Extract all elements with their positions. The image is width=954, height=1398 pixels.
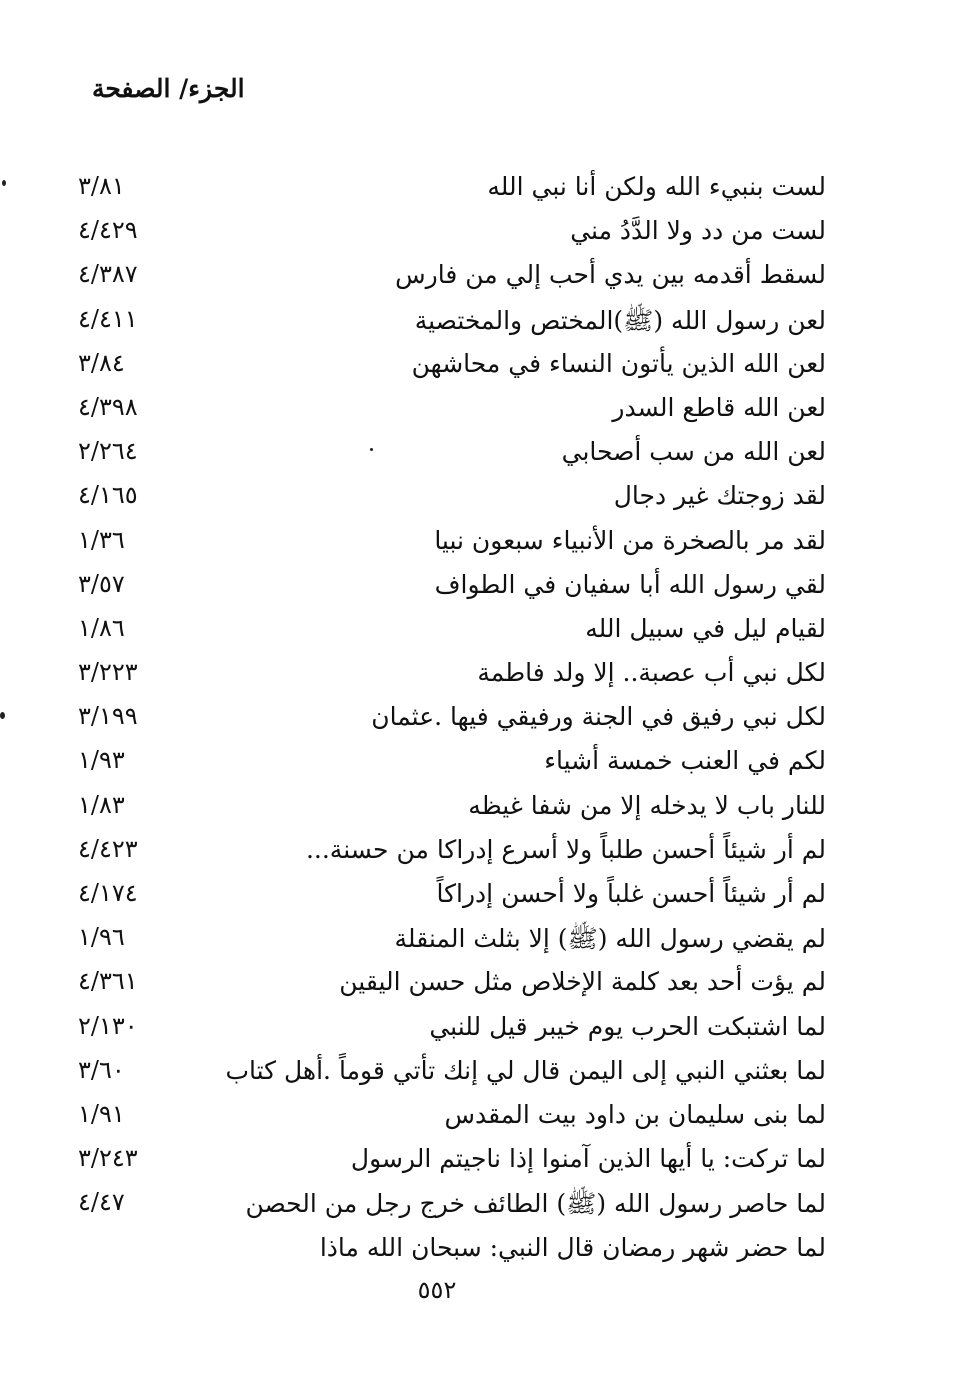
index-entry <box>0 1098 954 1142</box>
volume-page-ref: ٤/٣٩٨ <box>78 392 138 421</box>
index-entry <box>0 1010 954 1054</box>
hadith-text: لقي رسول الله أبا سفيان في الطواف <box>434 569 826 599</box>
volume-page-ref: ٣/٨٤ <box>78 348 125 377</box>
volume-page-ref: ٣/٥٧ <box>78 569 125 598</box>
hadith-text: لست من دد ولا الدَّدُ مني <box>570 216 826 246</box>
volume-page-ref: ٢/٢٦٤ <box>78 437 138 466</box>
index-entry <box>0 568 954 612</box>
index-entry <box>0 744 954 788</box>
hadith-text: لقيام ليل في سبيل الله <box>585 613 826 643</box>
volume-page-ref: ٣/٢٢٣ <box>78 658 138 687</box>
hadith-text: للنار باب لا يدخله إلا من شفا غيظه <box>468 790 826 820</box>
hadith-text: لما حضر شهر رمضان قال النبي: سبحان الله ماذا <box>319 1232 826 1262</box>
hadith-text: لما تركت: يا أيها الذين آمنوا إذا ناجيتم الرسول <box>350 1144 826 1174</box>
volume-page-ref: ١/٩٣ <box>78 746 125 775</box>
index-entry <box>0 479 954 523</box>
index-entry <box>0 258 954 302</box>
page-number: ٥٥٢ <box>417 1276 457 1304</box>
index-entry <box>0 170 954 214</box>
hadith-text: لقد زوجتك غير دجال <box>613 481 826 511</box>
hadith-text: لما بنى سليمان بن داود بيت المقدس <box>444 1099 826 1129</box>
index-entry <box>0 1054 954 1098</box>
index-entry <box>0 391 954 435</box>
volume-page-ref: ٤/١٧٤ <box>78 879 138 907</box>
volume-page-ref: ٤/٣٨٧ <box>78 260 138 289</box>
volume-page-ref: ٤/٤٢٣ <box>78 834 138 863</box>
volume-page-ref: ١/٩٦ <box>78 923 125 952</box>
hadith-text: لست بنبيء الله ولكن أنا نبي الله <box>487 172 826 201</box>
index-entry <box>0 1231 954 1275</box>
hadith-text: لما اشتبكت الحرب يوم خيبر قيل للنبي <box>429 1011 826 1041</box>
volume-page-ref: ٣/١٩٩ <box>78 702 138 731</box>
index-entry <box>0 347 954 391</box>
volume-page-ref: ١/٣٦ <box>78 525 125 554</box>
hadith-text: لكم في العنب خمسة أشياء <box>544 746 826 776</box>
volume-page-ref: ٢/١٣٠ <box>78 1011 138 1040</box>
index-list <box>0 170 954 1275</box>
volume-page-ref: ١/٩١ <box>78 1099 125 1128</box>
volume-page-ref: ٣/٦٠ <box>78 1055 125 1084</box>
hadith-text: لسقط أقدمه بين يدي أحب إلي من فارس <box>395 260 826 290</box>
hadith-text: لكل نبي أب عصبة.. إلا ولد فاطمة <box>477 658 826 688</box>
index-entry <box>0 214 954 258</box>
index-entry <box>0 524 954 568</box>
margin-speck <box>0 712 5 719</box>
index-entry <box>0 435 954 479</box>
margin-speck <box>370 448 373 451</box>
hadith-text: لما حاصر رسول الله (ﷺ) الطائف خرج رجل من الحصن <box>245 1189 826 1219</box>
volume-page-ref: ٤/١٦٥ <box>78 481 138 510</box>
index-entry <box>0 877 954 921</box>
index-entry <box>0 921 954 965</box>
index-entry <box>0 612 954 656</box>
hadith-text: لم أر شيئاً أحسن طلباً ولا أسرع إدراكا من حسنة... <box>305 834 826 864</box>
index-entry <box>0 833 954 877</box>
index-entry <box>0 1142 954 1186</box>
hadith-text: لعن رسول الله (ﷺ)المختص والمختصية <box>414 305 826 335</box>
margin-speck <box>2 180 6 186</box>
volume-page-ref: ٤/٣٦١ <box>78 967 138 996</box>
volume-page-ref: ١/٨٦ <box>78 613 125 642</box>
volume-page-ref: ١/٨٣ <box>78 790 125 819</box>
hadith-text: لعن الله الذين يأتون النساء في محاشهن <box>411 348 826 378</box>
index-entry <box>0 700 954 744</box>
volume-page-ref: ٣/٢٤٣ <box>78 1144 138 1173</box>
hadith-text: لما بعثني النبي إلى اليمن قال لي إنك تأتي قوماً .أهل كتاب <box>225 1055 826 1085</box>
volume-page-ref: ٤/٤١١ <box>78 304 138 333</box>
index-entry <box>0 1186 954 1230</box>
index-entry <box>0 789 954 833</box>
hadith-text: لم يؤت أحد بعد كلمة الإخلاص مثل حسن اليقين <box>339 967 826 997</box>
column-header: الجزء/ الصفحة <box>92 74 245 103</box>
hadith-text: لعن الله من سب أصحابي <box>561 437 826 467</box>
hadith-text: لعن الله قاطع السدر <box>612 392 826 422</box>
index-entry <box>0 965 954 1009</box>
volume-page-ref: ٤/٤٧ <box>78 1188 125 1217</box>
index-entry <box>0 656 954 700</box>
volume-page-ref: ٣/٨١ <box>78 172 125 200</box>
hadith-text: لكل نبي رفيق في الجنة ورفيقي فيها .عثمان <box>371 702 826 732</box>
index-entry <box>0 303 954 347</box>
hadith-text: لم يقضي رسول الله (ﷺ) إلا بثلث المنقلة <box>394 924 826 954</box>
hadith-text: لقد مر بالصخرة من الأنبياء سبعون نبيا <box>434 525 826 555</box>
hadith-text: لم أر شيئاً أحسن غلباً ولا أحسن إدراكاً <box>436 879 826 908</box>
volume-page-ref: ٤/٤٢٩ <box>78 216 138 245</box>
